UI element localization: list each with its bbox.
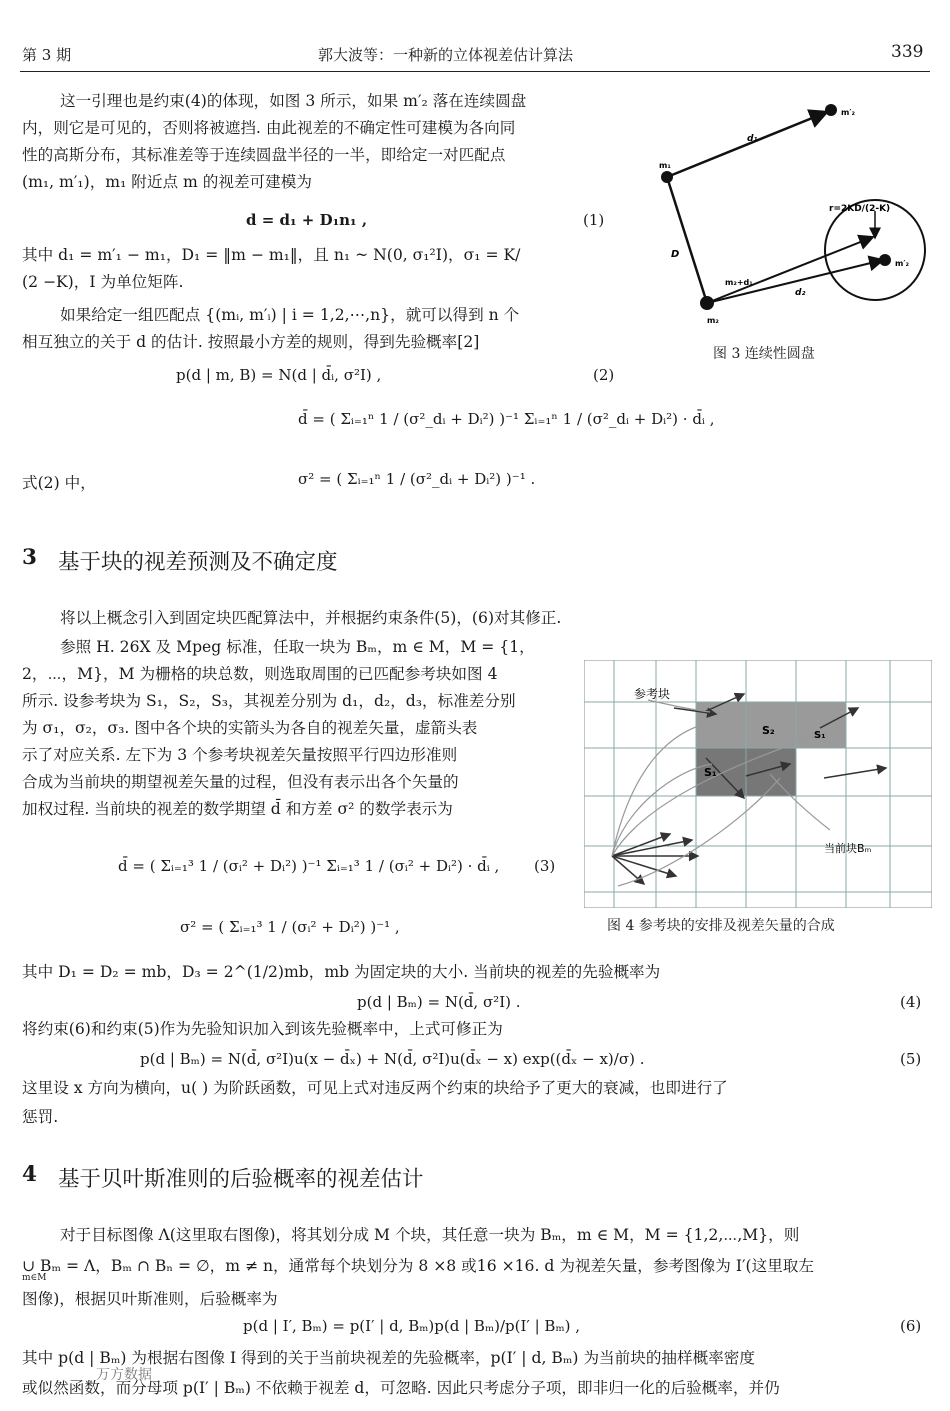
paragraph-line: 对于目标图像 Λ(这里取右图像)，将其划分成 M 个块，其任意一块为 Bₘ，m ∈ M，M = {1,2,⋯,M}，则 (60, 1226, 800, 1244)
paragraph-line: 其中 d₁ = m′₁ − m₁，D₁ = ‖m − m₁‖，且 n₁ ~ N(0, σ₁²I)，σ₁ = K/ (22, 246, 521, 264)
paragraph-line: 性的高斯分布，其标准差等于连续圆盘半径的一半，即给定一对匹配点 (22, 146, 506, 164)
paragraph-line: 式(2) 中， (22, 474, 96, 492)
paragraph-line: 其中 D₁ = D₂ = mb，D₃ = 2^(1/2)mb，mb 为固定块的大小. 当前块的视差的先验概率为 (22, 963, 661, 981)
paragraph-line: ∪ Bₘ = Λ，Bₘ ∩ Bₙ = ∅，m ≠ n，通常每个块划分为 8 ×8 或16 ×16. d 为视差矢量，参考图像为 I′(这里取左 (22, 1257, 814, 1275)
section-3-title: 基于块的视差预测及不确定度 (58, 550, 338, 575)
vector-d1 (667, 112, 827, 177)
label-d1: d₁ (747, 134, 758, 144)
equation-3-number: (3) (534, 857, 556, 875)
label-reference-block: 参考块 (634, 687, 671, 701)
page-number: 339 (891, 42, 924, 62)
section-4-number: 4 (22, 1162, 37, 1187)
watermark: 万方数据 (96, 1367, 152, 1383)
label-d2: d₂ (795, 288, 806, 298)
running-header-title: 郭大波等：一种新的立体视差估计算法 (318, 46, 574, 64)
point-m1 (661, 171, 673, 183)
paragraph-line: 所示. 设参考块为 S₁，S₂，S₃，其视差分别为 d₁，d₂，d₃，标准差分别 (22, 692, 516, 710)
label-s1: S₁ (704, 766, 717, 779)
figure-4 (584, 660, 932, 908)
continuity-disk-diagram (645, 95, 935, 335)
running-header-issue: 第 3 期 (22, 46, 72, 64)
equation-3: d̄ = ( Σᵢ₌₁³ 1 / (σᵢ² + Dᵢ²) )⁻¹ Σᵢ₌₁³ 1 / (σᵢ² + Dᵢ²) · d̄ᵢ , (118, 857, 500, 875)
equation-6: p(d | I′, Bₘ) = p(I′ | d, Bₘ)p(d | Bₘ)/p(I′ | Bₘ) , (243, 1317, 581, 1335)
equation-5: p(d | Bₘ) = N(d̄, σ²I)u(x − d̄ₓ) + N(d̄, σ²I)u(d̄ₓ − x) exp((d̄ₓ − x)/σ) . (140, 1050, 645, 1068)
figure-3 (645, 95, 935, 335)
header-rule (20, 71, 930, 72)
paragraph-line: 内，则它是可见的，否则将被遮挡. 由此视差的不确定性可建模为各向同 (22, 119, 516, 137)
distance-D (667, 177, 707, 303)
equation-2b: d̄ = ( Σᵢ₌₁ⁿ 1 / (σ²_dᵢ + Dᵢ²) )⁻¹ Σᵢ₌₁ⁿ 1 / (σ²_dᵢ + Dᵢ²) · d̄ᵢ , (298, 410, 715, 428)
figure-4-caption: 图 4 参考块的安排及视差矢量的合成 (607, 918, 835, 934)
paragraph-line: 加权过程. 当前块的视差的数学期望 d̄ 和方差 σ² 的数学表示为 (22, 800, 453, 818)
point-m2 (700, 296, 714, 310)
label-m2-prime: m′₂ (895, 259, 909, 268)
equation-5-number: (5) (900, 1050, 922, 1068)
paragraph-line: 将约束(6)和约束(5)作为先验知识加入到该先验概率中，上式可修正为 (22, 1020, 503, 1038)
point-m1-prime (825, 104, 837, 116)
paragraph-line: 惩罚. (22, 1108, 59, 1126)
point-m2-prime (879, 254, 891, 266)
equation-3b: σ² = ( Σᵢ₌₁³ 1 / (σᵢ² + Dᵢ²) )⁻¹ , (180, 918, 400, 936)
label-s1-top: S₁ (814, 730, 826, 741)
equation-6-number: (6) (900, 1317, 922, 1335)
figure-3-caption: 图 3 连续性圆盘 (713, 346, 815, 362)
section-3-number: 3 (22, 545, 37, 570)
paragraph-line: (2 −K)，I 为单位矩阵. (22, 273, 184, 291)
equation-4: p(d | Bₘ) = N(d̄, σ²I) . (357, 993, 521, 1011)
union-subscript: m∈M (22, 1273, 47, 1283)
paragraph-line: 2，⋯，M}，M 为栅格的块总数，则选取周围的已匹配参考块如图 4 (22, 665, 498, 683)
paragraph-line: 这一引理也是约束(4)的体现，如图 3 所示，如果 m′₂ 落在连续圆盘 (60, 92, 527, 110)
equation-1-number: (1) (583, 211, 605, 229)
paragraph-line: 将以上概念引入到固定块匹配算法中，并根据约束条件(5)，(6)对其修正. (60, 609, 562, 627)
label-m1: m₁ (659, 161, 671, 170)
paragraph-line: 为 σ₁，σ₂，σ₃. 图中各个块的实箭头为各自的视差矢量，虚箭头表 (22, 719, 478, 737)
label-current-block: 当前块Bₘ (824, 842, 872, 855)
label-D: D (671, 249, 680, 260)
equation-2-number: (2) (593, 366, 615, 384)
equation-4-number: (4) (900, 993, 922, 1011)
equation-2c: σ² = ( Σᵢ₌₁ⁿ 1 / (σ²_dᵢ + Dᵢ²) )⁻¹ . (298, 470, 536, 488)
paragraph-line: 示了对应关系. 左下为 3 个参考块视差矢量按照平行四边形准则 (22, 746, 458, 764)
label-m2: m₂ (707, 316, 719, 325)
label-radius: r=2KD/(2-K) (829, 204, 891, 214)
paragraph-line: 或似然函数，而分母项 p(I′ | Bₘ) 不依赖于视差 d，可忽略. 因此只考虑分子项，即非归一化的后验概率，并仍 (22, 1379, 780, 1397)
paragraph-line: 参照 H. 26X 及 Mpeg 标准，任取一块为 Bₘ，m ∈ M，M = {1， (60, 638, 535, 656)
label-m2-plus-d1: m₂+d₁ (725, 278, 753, 287)
equation-2: p(d | m, B) = N(d | d̄ᵢ, σ²I) , (176, 366, 382, 384)
label-m2-prime-top: m′₂ (841, 108, 855, 117)
paragraph-line: 这里设 x 方向为横向，u( ) 为阶跃函数，可见上式对违反两个约束的块给予了更大的衰减，也即进行了 (22, 1079, 728, 1097)
paragraph-line: 其中 p(d | Bₘ) 为根据右图像 I 得到的关于当前块视差的先验概率，p(I′ | d, Bₘ) 为当前块的抽样概率密度 (22, 1349, 755, 1367)
reference-block-diagram (584, 660, 932, 908)
label-s2: S₂ (762, 724, 775, 737)
paragraph-line: 相互独立的关于 d 的估计. 按照最小方差的规则，得到先验概率[2] (22, 333, 480, 351)
paragraph-line: 合成为当前块的期望视差矢量的过程，但没有表示出各个矢量的 (22, 773, 459, 791)
paragraph-line: (m₁, m′₁)，m₁ 附近点 m 的视差可建模为 (22, 173, 312, 191)
paragraph-line: 如果给定一组匹配点 {(mᵢ, m′ᵢ) | i = 1,2,⋯,n}，就可以得到 n 个 (60, 306, 520, 324)
equation-1: d = d₁ + D₁n₁ , (246, 211, 368, 229)
section-4-title: 基于贝叶斯准则的后验概率的视差估计 (58, 1167, 424, 1192)
paragraph-line: 图像)，根据贝叶斯准则，后验概率为 (22, 1290, 278, 1308)
